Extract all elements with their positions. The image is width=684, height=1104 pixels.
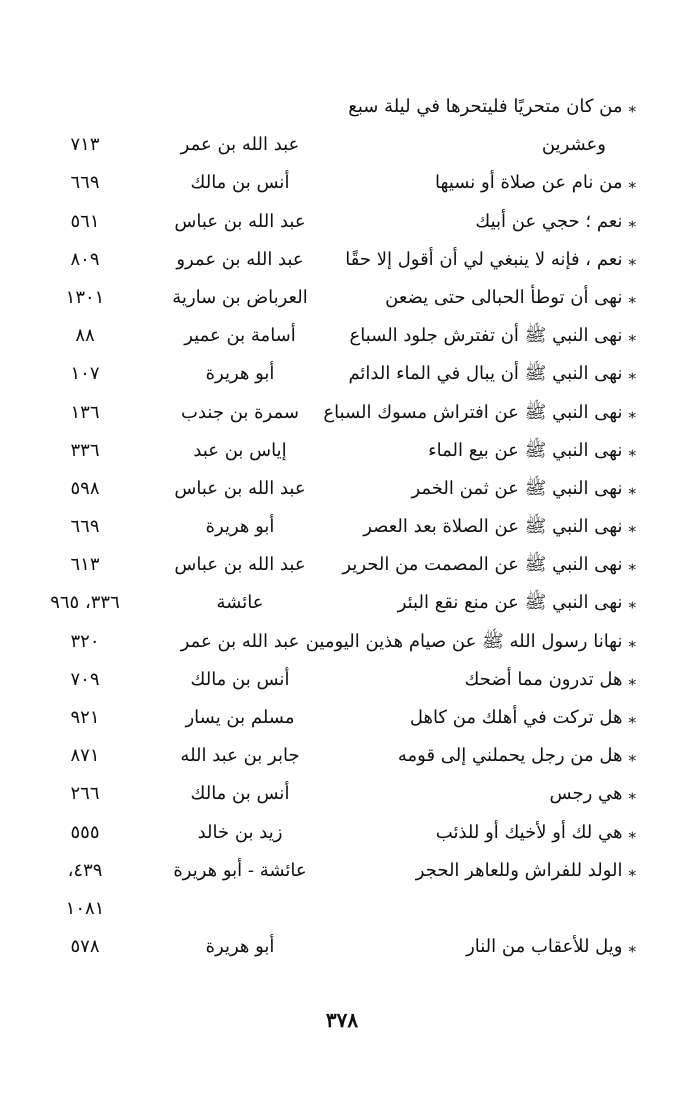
narrator-name: عبد الله بن عمر — [180, 134, 300, 156]
narrator-name: عبد الله بن عمرو — [176, 248, 304, 270]
list-item — [30, 164, 636, 202]
hadith-text: ⁎هل تدرون مما أضحك — [465, 661, 636, 699]
list-item — [30, 928, 636, 966]
hadith-text: ⁎نهانا رسول الله ﷺ عن صيام هذين اليومين — [306, 623, 636, 661]
asterisk-icon: ⁎ — [628, 403, 636, 422]
list-item — [30, 661, 636, 699]
list-item — [30, 508, 636, 546]
hadith-text: ⁎نهى النبي ﷺ أن تفترش جلود السباع — [349, 317, 636, 355]
list-item — [30, 623, 636, 661]
hadith-text: ⁎نهى النبي ﷺ أن يبال في الماء الدائم — [348, 355, 636, 393]
page-reference: ١٠٧ — [70, 363, 100, 385]
narrator-name: عبد الله بن عمر — [180, 630, 300, 652]
page-reference: ٥٧٨ — [70, 936, 100, 958]
list-item — [30, 584, 636, 622]
asterisk-icon: ⁎ — [628, 479, 636, 498]
page-reference: ٩٢١ — [70, 707, 100, 728]
hadith-text: ⁎نهى النبي ﷺ عن بيع الماء — [428, 432, 636, 470]
hadith-text: ⁎هل من رجل يحملني إلى قومه — [398, 737, 636, 775]
hadith-text: ⁎نهى النبي ﷺ عن افتراش مسوك السباع — [323, 394, 636, 432]
page-reference: ٤٣٩، — [67, 859, 103, 881]
page-reference: ٣٢٠ — [70, 630, 100, 652]
list-item — [30, 88, 636, 126]
asterisk-icon: ⁎ — [628, 823, 636, 842]
asterisk-icon: ⁎ — [628, 938, 636, 957]
list-item — [30, 814, 636, 852]
narrator-name: زيد بن خالد — [197, 821, 283, 843]
asterisk-icon: ⁎ — [628, 670, 636, 689]
asterisk-icon: ⁎ — [628, 174, 636, 193]
asterisk-icon: ⁎ — [628, 747, 636, 766]
narrator-name: جابر بن عبد الله — [180, 745, 300, 767]
list-item — [30, 432, 636, 470]
hadith-text: ⁎نهى النبي ﷺ عن المصمت من الحرير — [342, 546, 636, 584]
asterisk-icon: ⁎ — [628, 288, 636, 307]
list-item — [30, 775, 636, 813]
list-item — [30, 279, 636, 317]
narrator-name: عبد الله بن عباس — [174, 477, 306, 499]
narrator-name: أنس بن مالك — [190, 172, 290, 194]
narrator-name: أبو هريرة — [205, 516, 275, 538]
asterisk-icon: ⁎ — [628, 98, 636, 116]
asterisk-icon: ⁎ — [628, 556, 636, 575]
hadith-text: ⁎ويل للأعقاب من النار — [466, 928, 636, 966]
page-reference: ٨٨ — [75, 325, 95, 347]
list-item — [30, 852, 636, 890]
list-item — [30, 737, 636, 775]
hadith-text: ⁎نعم ، فإنه لا ينبغي لي أن أقول إلا حقًا — [345, 241, 636, 279]
list-item — [30, 890, 636, 928]
hadith-text: ⁎من كان متحريًا فليتحرها في ليلة سبع — [348, 88, 636, 126]
list-item — [30, 317, 636, 355]
narrator-name: عائشة — [216, 592, 264, 614]
page-reference: ٨٧١ — [70, 745, 100, 767]
page-reference: ١٠٨١ — [65, 897, 105, 919]
hadith-text: ⁎نهى النبي ﷺ عن منع نقع البئر — [398, 584, 636, 622]
page-reference: ٨٠٩ — [70, 248, 100, 270]
asterisk-icon: ⁎ — [628, 212, 636, 231]
hadith-text: ⁎هل تركت في أهلك من كاهل — [410, 699, 636, 737]
asterisk-icon: ⁎ — [628, 518, 636, 537]
page-reference: ١٣٦ — [70, 401, 100, 423]
page-reference: ٥٩٨ — [70, 477, 100, 499]
narrator-name: أبو هريرة — [205, 936, 275, 958]
asterisk-icon: ⁎ — [628, 365, 636, 384]
page-reference: ٥٥٥ — [70, 821, 100, 843]
list-item — [30, 203, 636, 241]
page-reference: ٧١٣ — [70, 134, 100, 156]
narrator-name: أنس بن مالك — [190, 783, 290, 805]
asterisk-icon: ⁎ — [628, 785, 636, 804]
page-reference: ٣٣٦ — [70, 439, 100, 461]
page-reference: ٦١٣ — [70, 554, 100, 576]
asterisk-icon: ⁎ — [628, 861, 636, 880]
page-reference: ٣٣٦، ٩٦٥ — [50, 592, 120, 614]
narrator-name: عبد الله بن عباس — [174, 210, 306, 232]
hadith-text: ⁎هي رجس — [550, 775, 636, 813]
page-reference: ٧٠٩ — [70, 668, 100, 690]
hadith-text: ⁎نهى النبي ﷺ عن الصلاة بعد العصر — [363, 508, 636, 546]
narrator-name: إياس بن عبد — [193, 439, 287, 461]
page-reference: ١٣٠١ — [65, 286, 105, 308]
hadith-text: ⁎نعم ؛ حجي عن أبيك — [475, 203, 636, 241]
list-item — [30, 470, 636, 508]
hadith-text: وعشرين — [541, 134, 606, 156]
page-reference: ٦٦٩ — [70, 172, 100, 194]
list-item — [30, 546, 636, 584]
list-item — [30, 394, 636, 432]
asterisk-icon: ⁎ — [628, 250, 636, 269]
page-reference: ٦٦٩ — [70, 516, 100, 538]
asterisk-icon: ⁎ — [628, 327, 636, 346]
hadith-text: ⁎هي لك أو لأخيك أو للذئب — [436, 814, 636, 852]
hadith-text: ⁎نهى النبي ﷺ عن ثمن الخمر — [411, 470, 636, 508]
narrator-name: عبد الله بن عباس — [174, 554, 306, 576]
asterisk-icon: ⁎ — [628, 709, 636, 727]
narrator-name: أبو هريرة — [205, 363, 275, 385]
list-item — [30, 126, 636, 164]
narrator-name: مسلم بن يسار — [185, 707, 295, 728]
narrator-name: عائشة - أبو هريرة — [173, 859, 307, 881]
page-reference: ٢٦٦ — [70, 783, 100, 805]
narrator-name: أسامة بن عمير — [184, 325, 296, 347]
list-item — [30, 241, 636, 279]
narrator-name: العرباض بن سارية — [172, 286, 308, 308]
asterisk-icon: ⁎ — [628, 632, 636, 651]
hadith-text: ⁎الولد للفراش وللعاهر الحجر — [416, 852, 636, 890]
hadith-text: ⁎من نام عن صلاة أو نسيها — [435, 164, 636, 202]
page-number: ٣٧٨ — [325, 1008, 359, 1032]
hadith-text — [630, 890, 636, 928]
hadith-index-list — [30, 88, 636, 966]
hadith-text: ⁎نهى أن توطأ الحبالى حتى يضعن — [385, 279, 636, 317]
narrator-name: أنس بن مالك — [190, 668, 290, 690]
asterisk-icon: ⁎ — [628, 441, 636, 460]
list-item — [30, 355, 636, 393]
asterisk-icon: ⁎ — [628, 594, 636, 613]
list-item — [30, 699, 636, 737]
narrator-name: سمرة بن جندب — [181, 401, 299, 423]
page-reference: ٥٦١ — [70, 210, 100, 232]
